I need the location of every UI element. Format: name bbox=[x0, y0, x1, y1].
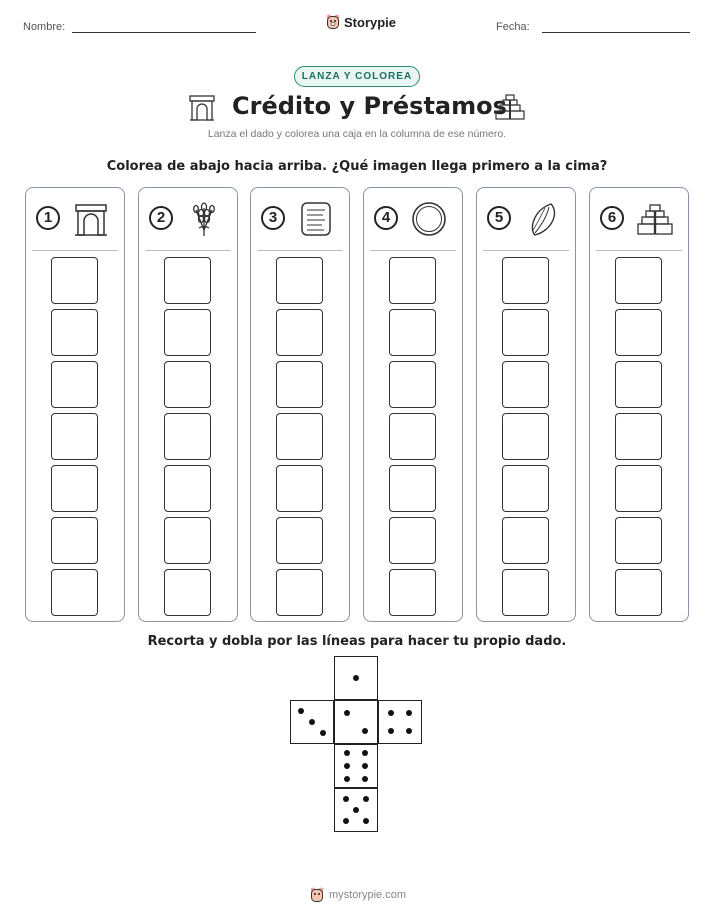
die-pip bbox=[388, 728, 394, 734]
die-pip bbox=[388, 710, 394, 716]
die-pip bbox=[406, 710, 412, 716]
color-box[interactable] bbox=[51, 361, 98, 408]
color-box[interactable] bbox=[502, 517, 549, 564]
die-pip bbox=[344, 710, 350, 716]
column-3 bbox=[250, 187, 350, 622]
color-box[interactable] bbox=[615, 361, 662, 408]
die-pip bbox=[362, 776, 368, 782]
column-number: 6 bbox=[600, 206, 624, 230]
die-pip bbox=[362, 750, 368, 756]
color-box[interactable] bbox=[389, 413, 436, 460]
color-box[interactable] bbox=[51, 413, 98, 460]
die-pip bbox=[353, 807, 359, 813]
color-box[interactable] bbox=[615, 569, 662, 616]
die-face-3 bbox=[290, 700, 334, 744]
color-box[interactable] bbox=[51, 465, 98, 512]
ziggurat-icon bbox=[494, 92, 526, 122]
column-number: 3 bbox=[261, 206, 285, 230]
die-instruction: Recorta y dobla por las líneas para hacer tu propio dado. bbox=[147, 634, 567, 649]
color-box[interactable] bbox=[164, 569, 211, 616]
name-line[interactable] bbox=[72, 32, 256, 33]
color-box[interactable] bbox=[51, 517, 98, 564]
die-pip bbox=[362, 728, 368, 734]
name-label: Nombre: bbox=[23, 21, 66, 33]
color-box[interactable] bbox=[502, 413, 549, 460]
column-1 bbox=[25, 187, 125, 622]
bear-icon bbox=[326, 14, 340, 30]
die-pip bbox=[309, 719, 315, 725]
arch-icon bbox=[72, 200, 110, 238]
column-6 bbox=[589, 187, 689, 622]
die-pip bbox=[406, 728, 412, 734]
color-box[interactable] bbox=[164, 413, 211, 460]
die-face-4 bbox=[378, 700, 422, 744]
activity-badge: LANZA Y COLOREA bbox=[294, 66, 420, 87]
die-face-1 bbox=[334, 656, 378, 700]
cacao-pod-icon bbox=[523, 200, 561, 238]
die-pip bbox=[362, 763, 368, 769]
coin-icon bbox=[410, 200, 448, 238]
color-box[interactable] bbox=[276, 413, 323, 460]
instruction: Colorea de abajo hacia arriba. ¿Qué imagen llega primero a la cima? bbox=[106, 159, 608, 174]
color-box[interactable] bbox=[615, 257, 662, 304]
die-pip bbox=[343, 818, 349, 824]
color-box[interactable] bbox=[276, 569, 323, 616]
column-divider bbox=[257, 250, 343, 251]
column-4 bbox=[363, 187, 463, 622]
color-box[interactable] bbox=[276, 257, 323, 304]
color-box[interactable] bbox=[502, 465, 549, 512]
footer-url: mystorypie.com bbox=[329, 889, 407, 901]
column-divider bbox=[370, 250, 456, 251]
color-box[interactable] bbox=[276, 517, 323, 564]
color-box[interactable] bbox=[615, 309, 662, 356]
color-box[interactable] bbox=[389, 257, 436, 304]
brand-name: Storypie bbox=[344, 14, 397, 30]
column-number: 5 bbox=[487, 206, 511, 230]
die-pip bbox=[344, 750, 350, 756]
color-box[interactable] bbox=[164, 361, 211, 408]
color-box[interactable] bbox=[51, 257, 98, 304]
color-box[interactable] bbox=[164, 517, 211, 564]
arch-icon bbox=[188, 92, 216, 122]
brand-logo bbox=[326, 14, 396, 30]
color-box[interactable] bbox=[51, 309, 98, 356]
color-box[interactable] bbox=[164, 309, 211, 356]
die-pip bbox=[363, 818, 369, 824]
column-number: 2 bbox=[149, 206, 173, 230]
column-number: 1 bbox=[36, 206, 60, 230]
ziggurat-icon bbox=[636, 200, 674, 238]
die-face-5 bbox=[334, 788, 378, 832]
wheat-icon bbox=[185, 200, 223, 238]
color-box[interactable] bbox=[502, 309, 549, 356]
color-box[interactable] bbox=[164, 465, 211, 512]
column-divider bbox=[145, 250, 231, 251]
column-divider bbox=[596, 250, 682, 251]
bear-icon bbox=[310, 887, 324, 903]
column-number: 4 bbox=[374, 206, 398, 230]
die-pip bbox=[298, 708, 304, 714]
column-divider bbox=[483, 250, 569, 251]
color-box[interactable] bbox=[276, 309, 323, 356]
color-box[interactable] bbox=[615, 465, 662, 512]
color-box[interactable] bbox=[502, 257, 549, 304]
clay-tablet-icon bbox=[297, 200, 335, 238]
die-pip bbox=[363, 796, 369, 802]
color-box[interactable] bbox=[164, 257, 211, 304]
die-pip bbox=[343, 796, 349, 802]
column-divider bbox=[32, 250, 118, 251]
column-2 bbox=[138, 187, 238, 622]
color-box[interactable] bbox=[615, 517, 662, 564]
color-box[interactable] bbox=[502, 569, 549, 616]
date-line[interactable] bbox=[542, 32, 690, 33]
die-pip bbox=[344, 763, 350, 769]
die-face-2 bbox=[334, 700, 378, 744]
die-face-6 bbox=[334, 744, 378, 788]
color-box[interactable] bbox=[615, 413, 662, 460]
color-box[interactable] bbox=[389, 309, 436, 356]
page-title: Crédito y Préstamos bbox=[232, 92, 507, 120]
color-box[interactable] bbox=[389, 361, 436, 408]
color-box[interactable] bbox=[276, 361, 323, 408]
color-box[interactable] bbox=[389, 569, 436, 616]
footer bbox=[310, 887, 406, 903]
die-pip bbox=[344, 776, 350, 782]
column-5 bbox=[476, 187, 576, 622]
color-box[interactable] bbox=[389, 517, 436, 564]
subtitle: Lanza el dado y colorea una caja en la columna de ese número. bbox=[207, 128, 507, 140]
color-box[interactable] bbox=[276, 465, 323, 512]
die-pip bbox=[353, 675, 359, 681]
color-box[interactable] bbox=[389, 465, 436, 512]
color-box[interactable] bbox=[502, 361, 549, 408]
date-label: Fecha: bbox=[496, 21, 530, 33]
die-pip bbox=[320, 730, 326, 736]
color-box[interactable] bbox=[51, 569, 98, 616]
